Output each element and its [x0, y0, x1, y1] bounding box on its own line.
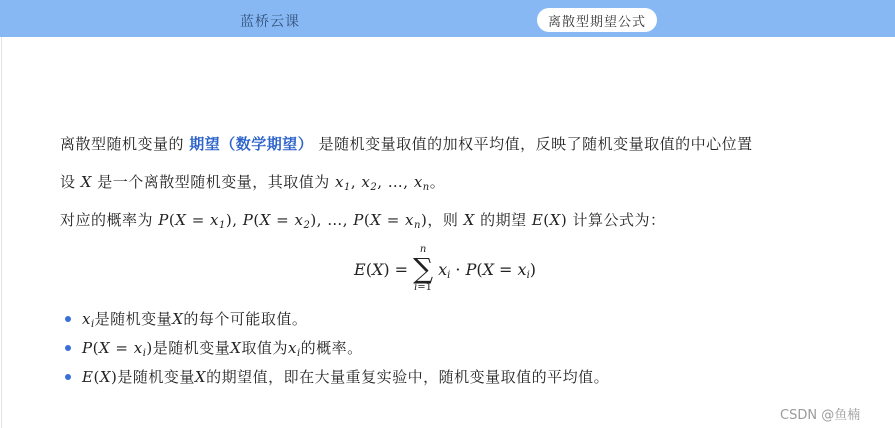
math-X: X — [80, 173, 92, 191]
p3-text-b: ，则 — [427, 211, 464, 229]
math-values: $x_1$, $x_2$, …, $x_n$ — [335, 173, 430, 193]
sum-symbol: n ∑ i=1 — [413, 244, 434, 293]
bullet-3-text-b: 的期望值，即在大量重复实验中，随机变量取值的平均值。 — [206, 368, 610, 386]
bullet-2-text-b: 取值为 — [241, 339, 288, 357]
bullet-dot-icon — [65, 345, 71, 351]
p3-text-a: 对应的概率为 — [60, 211, 159, 229]
p1-text-b: 是随机变量取值的加权平均值，反映了随机变量取值的中心位置 — [313, 135, 753, 153]
p1-text-a: 离散型随机变量的 — [60, 135, 190, 153]
math-xi: $x_i$ — [288, 339, 301, 359]
math-X: X — [463, 211, 475, 229]
values-paragraph — [60, 172, 445, 192]
math-X: X — [194, 368, 207, 386]
tab-active[interactable]: 离散型期望公式 — [537, 8, 657, 32]
p2-text-a: 设 — [60, 173, 81, 191]
p2-text-b: 是一个离散型随机变量，其取值为 — [91, 173, 336, 191]
bullet-1-text-a: 是随机变量 — [94, 310, 173, 328]
math-EX: E(X) — [82, 368, 118, 386]
p3-text-d: 计算公式为： — [567, 211, 666, 229]
bullet-2-text-c: 的概率。 — [300, 339, 363, 357]
left-border — [1, 37, 2, 428]
p2-text-c: 。 — [429, 173, 446, 191]
definition-paragraph — [60, 134, 753, 154]
p3-text-c: 的期望 — [474, 211, 532, 229]
math-xi: $x_i$ — [82, 310, 95, 330]
bullet-3-text-a: 是随机变量 — [117, 368, 195, 386]
math-pxi: $P(X = x_i)$ — [82, 339, 153, 359]
math-EX: E(X) — [531, 211, 568, 229]
math-probabilities: $P(X = x_1)$, $P(X = x_2)$, …, $P(X = x_n)$ — [158, 211, 428, 231]
math-X: X — [172, 310, 184, 328]
brand-title[interactable]: 蓝桥云课 — [240, 14, 300, 30]
bullet-item-2 — [65, 338, 363, 358]
math-X: X — [230, 339, 242, 357]
bullet-2-text-a: 是随机变量 — [152, 339, 231, 357]
bullet-item-1 — [65, 309, 307, 329]
expectation-formula: E(X) = n ∑ i=1 $x_i \cdot P(X = x_i)$ — [354, 244, 537, 293]
bullet-dot-icon — [65, 374, 71, 380]
bullet-dot-icon — [65, 316, 71, 322]
bullet-item-3 — [65, 367, 609, 387]
watermark: CSDN @鱼楠 — [780, 408, 861, 423]
bullet-1-text-b: 的每个可能取值。 — [183, 310, 308, 328]
probability-paragraph — [60, 210, 665, 230]
p1-highlight: 期望（数学期望） — [189, 135, 314, 153]
top-bar — [0, 0, 895, 37]
